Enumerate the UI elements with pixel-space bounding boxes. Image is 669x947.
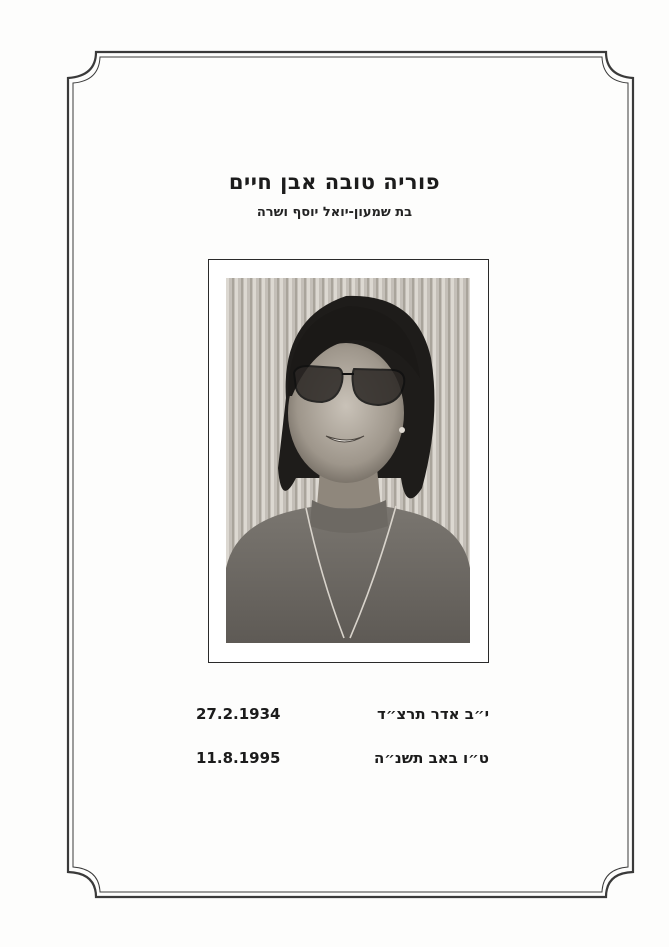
death-date-gregorian: 11.8.1995 [196, 749, 281, 767]
parents-line: בת שמעון-יואל יוסף ושרה [256, 205, 413, 220]
birth-date-gregorian: 27.2.1934 [196, 705, 281, 723]
death-date-hebrew: ט״ו באב תשנ״ה [373, 749, 489, 767]
deceased-name: פוריה טובה אבן חיים [228, 170, 441, 194]
birth-date-hebrew: י״ב אדר תרצ״ד [377, 705, 489, 723]
portrait-photo [226, 278, 470, 643]
